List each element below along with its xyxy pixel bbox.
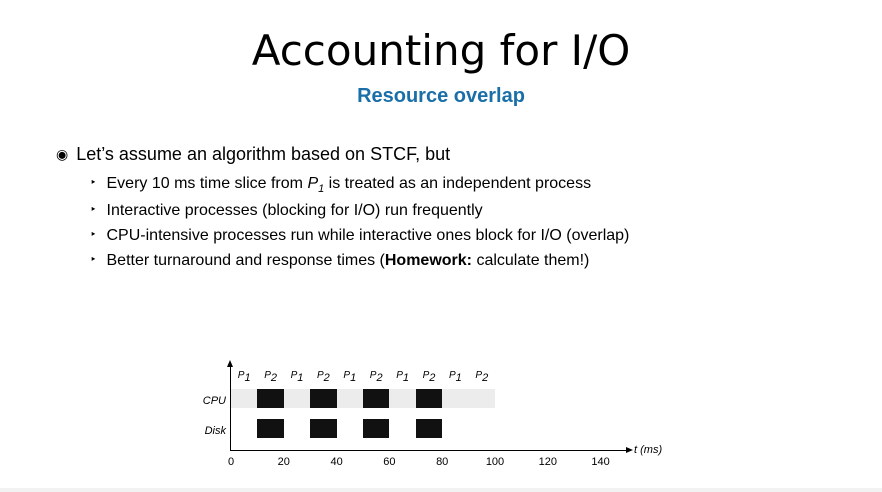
tick-label: 140 [591,456,610,468]
list-item-text: CPU-intensive processes run while interactive ones block for I/O (overlap) [106,227,630,245]
bullet-marker-icon: ‣ [90,204,97,217]
list-item [90,202,882,220]
row-label-cpu: CPU [202,395,226,407]
process-label: P2 [264,370,277,384]
page-title: Accounting for I/O [251,26,631,75]
bullet-marker-icon: ‣ [90,254,97,267]
process-label: P2 [316,370,330,384]
list-item-text: Interactive processes (blocking for I/O) run frequently [106,202,483,220]
cpu-slot [231,389,257,408]
cpu-slot [389,389,415,408]
cpu-slot [310,389,336,408]
time-axis-label: t (ms) [634,444,663,456]
disk-slot [310,419,336,438]
list-item-text: Every 10 ms time slice from $P_1$ is treated as an independent process [106,175,592,196]
process-symbol: P [307,175,319,192]
homework-label: Homework: [384,252,472,270]
process-label: P2 [422,370,436,384]
bullet-marker-icon: ‣ [90,177,97,189]
process-label: P2 [369,370,383,384]
bullet-list [0,144,882,270]
tick-label: 60 [383,456,396,468]
cpu-slot [284,389,310,408]
tick-label: 0 [227,456,235,468]
cpu-slot [363,389,389,408]
list-item [90,252,882,270]
list-item [56,144,882,165]
process-label: P1 [343,370,357,384]
gantt-diagram [186,360,706,480]
disk-slot [416,419,442,438]
process-label: P1 [448,370,462,384]
bullet-marker-icon: ‣ [90,229,97,242]
page-subtitle: Resource overlap [357,85,525,107]
process-label: P2 [475,370,489,384]
process-subscript: 1 [318,183,325,196]
disk-slot [363,419,389,438]
cpu-slot [257,389,283,408]
bottom-bar [0,488,882,492]
tick-label: 100 [485,456,505,468]
cpu-slot [337,389,363,408]
tick-label: 80 [436,456,449,468]
tick-label: 20 [277,456,290,468]
cpu-slot [442,389,468,408]
slide [0,26,882,492]
tick-label: 40 [330,456,343,468]
disk-slot [257,419,283,438]
process-label: P1 [237,370,251,384]
list-item [90,227,882,245]
list-item-text: Better turnaround and response times (Homework: calculate them!) [106,252,590,270]
row-label-disk: Disk [204,425,226,437]
tick-label: 120 [538,456,557,468]
list-item [90,175,882,195]
cpu-slot [416,389,442,408]
process-label: P1 [396,370,409,384]
bullet-marker-icon: ◉ [56,146,69,162]
cpu-slot [469,389,495,408]
process-label: P1 [290,370,304,384]
list-item-text: Let’s assume an algorithm based on STCF, but [76,144,451,164]
sub-bullet-list [90,175,882,270]
time-axis [230,450,626,451]
